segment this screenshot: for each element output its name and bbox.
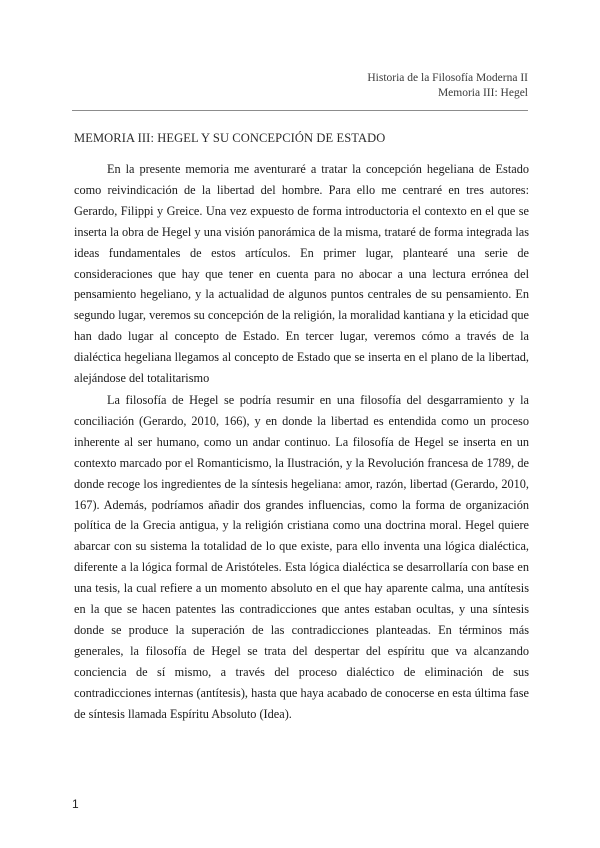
paragraph-introduction: En la presente memoria me aventuraré a tratar la concepción hegeliana de Estado como reivindicación de la libertad del hombre. Para ello me centraré en tres autores: Gerardo, Filippi y Greice. Una vez expuesto de forma introductoria el contexto en el que se inserta la obra de Hegel y una visión panorámica de la misma, trataré de forma integrada las ideas fundamentales de estos artículos. En primer lugar, plantearé una serie de consideraciones que hay que tener en cuenta para no abocar a una lectura errónea del pensamiento hegeliano, y la actualidad de algunos puntos centrales de su pensamiento. En segundo lugar, veremos su concepción de la religión, la moralidad kantiana y la eticidad que han dado lugar al concepto de Estado. En tercer lugar, veremos cómo a través de la dialéctica hegeliana llegamos al concepto de Estado que se inserta en el plano de la libertad, alejándose del totalitarismo bbox=[74, 162, 529, 386]
page-number: 1 bbox=[72, 797, 79, 811]
section-title: MEMORIA III: HEGEL Y SU CONCEPCIÓN DE ESTADO bbox=[74, 131, 386, 145]
header-course: Historia de la Filosofía Moderna II bbox=[367, 72, 528, 84]
paragraph-hegel-philosophy: La filosofía de Hegel se podría resumir en una filosofía del desgarramiento y la conciliación (Gerardo, 2010, 166), y en donde la libertad es entendida como un proceso inherente al ser humano, como un andar continuo. La filosofía de Hegel se inserta en un contexto marcado por el Romanticismo, la Ilustración, y la Revolución francesa de 1789, de donde recoge los ingredientes de la síntesis hegeliana: amor, razón, libertad (Gerardo, 2010, 167). Además, podríamos añadir dos grandes influencias, como la forma de organización política de la Grecia antigua, y la religión cristiana como una doctrina moral. Hegel quiere abarcar con su sistema la totalidad de lo que existe, para ello inventa una lógica dialéctica, diferente a la lógica formal de Aristóteles. Esta lógica dialéctica se desarrollaría con base en una tesis, la cual refiere a un momento absoluto en el que hay aparente calma, una antítesis en la que se hacen patentes las contradicciones que antes estaban ocultas, y una síntesis donde se produce la superación de las contradicciones planteadas. En términos más generales, la filosofía de Hegel se trata del despertar del espíritu que va alcanzando conciencia de sí mismo, a través del proceso dialéctico de eliminación de sus contradicciones internas (antítesis), hasta que haya acabado de conocerse en esta última fase de síntesis llamada Espíritu Absoluto (Idea). bbox=[74, 393, 529, 721]
header-memoria: Memoria III: Hegel bbox=[437, 87, 528, 99]
header-divider bbox=[72, 110, 528, 111]
running-header bbox=[367, 71, 528, 101]
